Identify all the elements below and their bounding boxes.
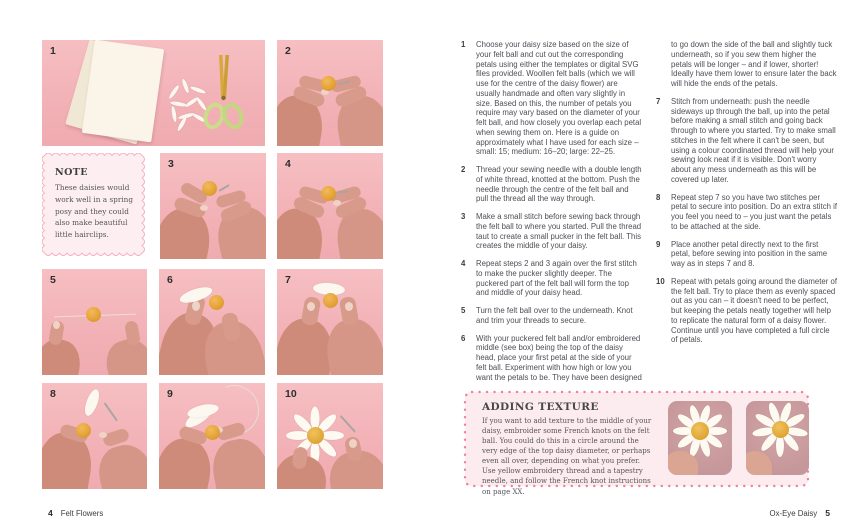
photo-number: 9 [167,388,173,400]
step-item: 8 Repeat step 7 so you have two stitches per petal to secure into position. Do an extra stitch if you feel you need to – you just want the petals to be attached at the side. [656,192,837,231]
photo-number: 3 [168,158,174,170]
photo-number: 1 [50,45,56,57]
felt-ball [86,307,101,322]
left-page-number: 4 [48,508,53,518]
step-item: 10 Repeat with petals going around the diameter of the felt ball. Try to place them as evenly spaced out as you can – it doesn't need to be perfect, but keeping the petals neatly together will help to replicate the natural form of a daisy flower. Continue until you have completed a full circle of petals. [656,276,837,345]
step-text: Choose your daisy size based on the size of your felt ball and cut out the corresponding petals using either the templates or digital SVG files provided. Woollen felt balls (which we will use for the centre of the daisy flower) are usually handmade and often vary slightly in size. Based on this, the number of petals you require may vary based on the diameter of your felt ball, and how closely you overlap each petal when sewing them on. Here is a guide on approximately what I have used for each size – small: 15; medium: 16–20; large: 22–25. [476,40,642,157]
photo-number: 10 [285,388,297,400]
texture-box-title: ADDING TEXTURE [482,401,599,413]
right-footer [770,508,830,518]
step-text: Repeat steps 2 and 3 again over the first stitch to make the pucker slightly deeper. The puckered part of the felt ball will form the top and middle of your daisy head. [476,259,637,298]
photo-number: 5 [50,274,56,286]
step-item: 7 Stitch from underneath: push the needle sideways up through the ball, up into the petal before making a small stitch and going back through to where you started. Try to make small stitches in the felt where it can't be seen, but using a colour coordinated thread will help your sewing look neat if it is visible. Don't worry about any mess underneath as this will be covered up later. [656,96,836,184]
step-photo-3-stitch [160,153,266,259]
step-photo-5-knot [42,269,147,375]
step-photo-8-second-stitch [42,383,147,489]
note-box [42,153,148,259]
step-photo-2-threading [277,40,383,146]
left-footer [48,508,103,518]
photo-number: 4 [285,158,291,170]
step-item: 6 With your puckered felt ball and/or embroidered middle (see box) being the top of the daisy head, place your first petal at the side of your felt ball. Experiment with how high or low you want the petals to be. They have been designed to go down the side of the ball and slightly tuck underneath, so if you sew them higher the petals will be longer – and if lower, shorter! Ideally have them lower to ensure later the back will hide the ends of the petals. [461,40,837,382]
step-photo-4-pucker [277,153,383,259]
step-text: Stitch from underneath: push the needle sideways up through the ball, up into the petal before making a small stitch and going back through to where you started. Try to make small stitches in the felt where it can't be seen, but using a colour coordinated thread will help your sewing look neat if it is visible. Don't worry about any mess underneath as this will be covered up later. [671,96,836,184]
photo-number: 2 [285,45,291,57]
right-page [425,0,850,532]
instruction-steps [461,40,837,387]
adding-texture-box [462,389,811,496]
note-body: These daisies would work well in a spring posy and they could also make beautiful little hairclips. [55,183,134,240]
note-title: NOTE [55,167,88,178]
step-photo-1-materials [42,40,265,146]
felt-sheet-front [82,40,164,142]
daisy-photo-side [746,401,809,475]
step-item: 3 Make a small stitch before sewing back through the felt ball to where you started. Pull the thread taut to create a small pucker in the felt ball. This creates the middle of your daisy. [461,212,642,251]
photo-number: 6 [167,274,173,286]
step-text: Thread your sewing needle with a double length of white thread, knotted at the bottom. Push the needle through the centre of the felt ball and pull the thread all the way through. [476,165,642,204]
left-footer-section: Felt Flowers [60,509,104,518]
texture-box-body: If you want to add texture to the middle of your daisy, embroider some French knots on the felt ball. You could do this in a circle around the very edge of the top daisy diameter, or perhaps even all over, depending on what you prefer. Use yellow embroidery thread and a tapestry needle, and follow the French knot instructions on page XX. [482,417,652,496]
step-item: 9 Place another petal directly next to the first petal, before sewing into position in the same way as in steps 7 and 8. [656,239,828,268]
step-photo-10-full-daisy [277,383,383,489]
felt-ball [321,76,336,91]
step-item: 1 Choose your daisy size based on the size of your felt ball and cut out the corresponding petals using either the templates or digital SVG files provided. Woollen felt balls (which we will use for the centre of the daisy flower) are usually handmade and often vary slightly in size. Based on this, the number of petals you require may vary based on the diameter of your felt ball, and how closely you overlap each petal when sewing them on. Here is a guide on approximately what I have used for each size – small: 15; medium: 16–20; large: 22–25. [461,40,642,157]
right-footer-section: Ox-Eye Daisy [769,509,818,518]
step-photo-9-next-petal [159,383,265,489]
daisy-photo-front [668,401,732,475]
step-item: 5 Turn the felt ball over to the underneath. Knot and trim your threads to secure. [461,306,633,325]
step-text: Make a small stitch before sewing back through the felt ball to where you started. Pull the thread taut to create a small pucker in the felt ball. This creates the middle of your daisy. [476,212,642,251]
photo-number: 8 [50,388,56,400]
pinking-scissors-icon [200,52,246,136]
step-photo-6-first-petal [159,269,265,375]
step-text: Repeat step 7 so you have two stitches per petal to secure into position. Do an extra stitch if you feel you need to – you just want the petals to be attached at the side. [671,192,837,231]
needle [104,402,118,421]
step-item: 2 Thread your sewing needle with a double length of white thread, knotted at the bottom. Push the needle through the centre of the felt ball and pull the thread all the way through. [461,165,642,204]
step-text: Place another petal directly next to the first petal, before sewing into position in the same way as in steps 7 and 8. [671,239,828,268]
photo-number: 7 [285,274,291,286]
step-text: Turn the felt ball over to the underneath. Knot and trim your threads to secure. [476,306,633,325]
step-photo-7-stitch-underneath [277,269,383,375]
step-text: With your puckered felt ball and/or embroidered middle (see box) being the top of the daisy head, place your first petal at the side of your felt ball. Experiment with how high or low you want the petals to be. They have been designed to go down the side of the ball and slightly tuck underneath, so if you sew them higher the petals will be longer – and if lower, shorter! Ideally have them lower to ensure later the back will hide the ends of the petals. [476,40,837,382]
right-page-number: 5 [825,508,830,518]
step-text: Repeat with petals going around the diameter of the felt ball. Try to place them as evenly spaced out as you can – it doesn't need to be perfect, but keeping the petals neatly together will help to replicate the natural form of a daisy flower. Continue until you have completed a full circle of petals. [671,276,837,345]
step-item: 4 Repeat steps 2 and 3 again over the first stitch to make the pucker slightly deeper. The puckered part of the felt ball will form the top and middle of your daisy head. [461,259,637,298]
